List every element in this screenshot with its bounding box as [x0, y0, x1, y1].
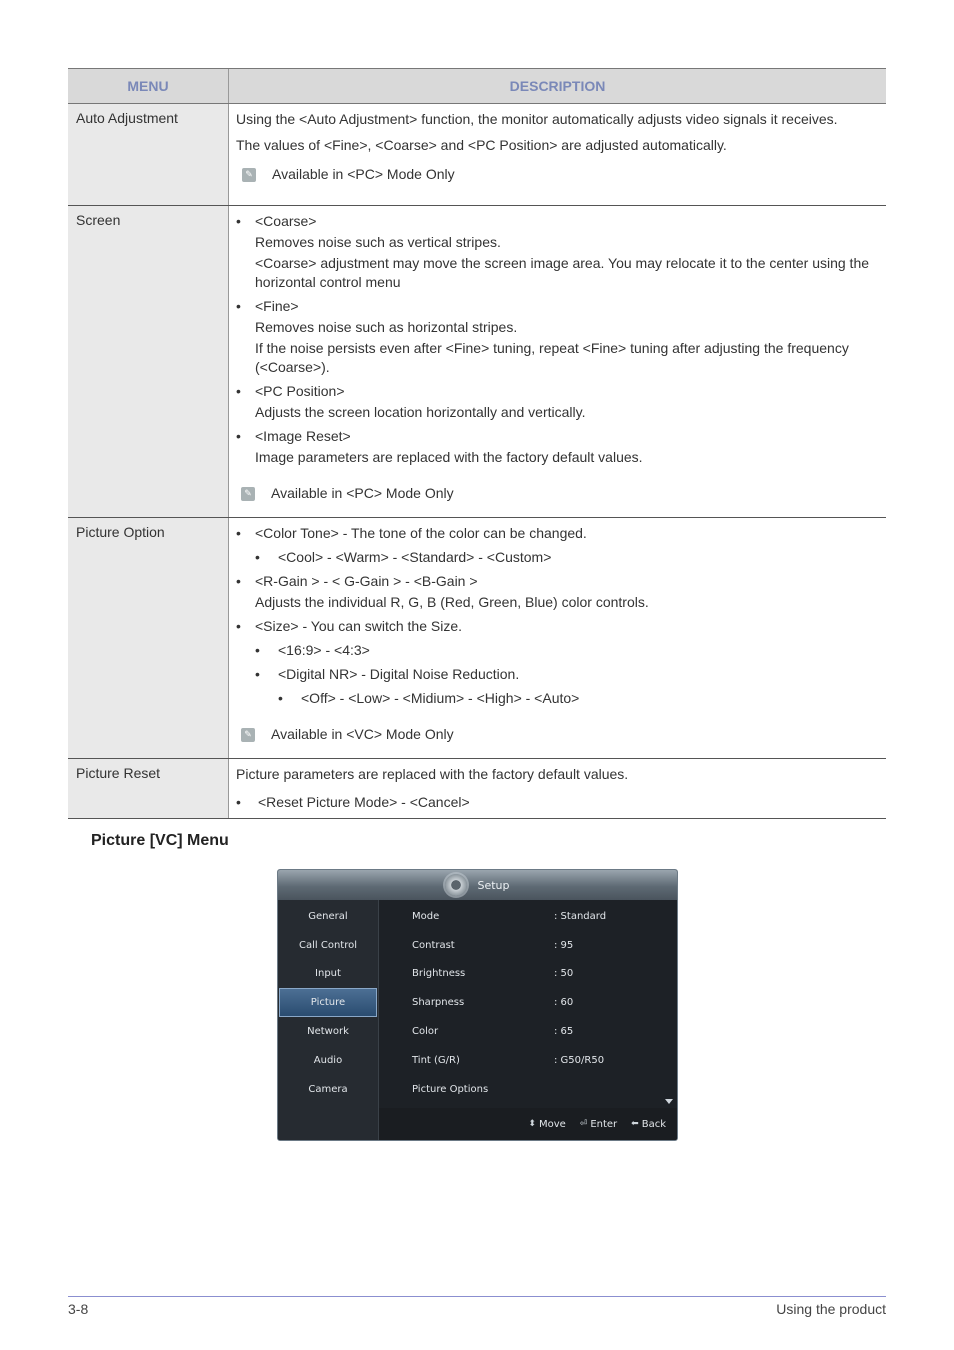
move-label: Move [538, 1118, 566, 1130]
note-icon: ✎ [242, 168, 256, 182]
menu-description-table [68, 68, 886, 819]
footer-divider [68, 1296, 886, 1297]
table-row [68, 759, 886, 819]
gear-icon [445, 874, 467, 896]
table-row [68, 104, 886, 206]
menu-cell: Screen [68, 206, 229, 517]
table-row [68, 518, 886, 759]
list-item [236, 427, 878, 467]
osd-title-bar [278, 870, 677, 900]
setting-picture-options[interactable] [379, 1075, 677, 1104]
list-item: • <16:9> - <4:3> [236, 641, 878, 660]
list-item [236, 382, 878, 422]
header-menu: MENU [68, 69, 229, 103]
note-icon: ✎ [241, 728, 255, 742]
description-cell [229, 206, 886, 517]
setting-mode[interactable] [379, 902, 677, 931]
setup-osd-screenshot [277, 869, 678, 1141]
setting-value: : Standard [554, 910, 607, 922]
list-item: • <Off> - <Low> - <Midium> - <High> - <Auto> [236, 689, 878, 708]
description-text: The values of <Fine>, <Coarse> and <PC Position> are adjusted automatically. [236, 137, 727, 153]
menu-cell: Picture Option [68, 518, 229, 758]
sidebar-item-network[interactable]: Network [307, 1026, 349, 1038]
scroll-down-arrow-icon[interactable] [665, 1099, 673, 1104]
description-cell [229, 104, 886, 205]
list-item: • <Cool> - <Warm> - <Standard> - <Custom> [236, 548, 878, 567]
osd-settings-list [379, 900, 677, 1110]
note-icon: ✎ [241, 487, 255, 501]
item-desc: Removes noise such as vertical stripes. [255, 234, 501, 250]
setting-value: : 65 [554, 1026, 574, 1038]
setting-brightness[interactable] [379, 960, 677, 989]
header-description: DESCRIPTION [229, 69, 886, 103]
menu-cell: Picture Reset [68, 759, 229, 818]
setting-value: : 60 [554, 997, 574, 1009]
setting-value: : 95 [554, 939, 574, 951]
item-title: <Fine> [255, 298, 299, 314]
item-title: <R-Gain > - < G-Gain > - <B-Gain > [255, 573, 478, 589]
item-desc: Adjusts the individual R, G, B (Red, Green, Blue) color controls. [255, 594, 649, 610]
chapter-title: Using the product [776, 1301, 886, 1317]
setting-tint[interactable] [379, 1046, 677, 1075]
list-item: • <Size> - You can switch the Size. [236, 617, 878, 636]
setting-contrast[interactable] [379, 931, 677, 960]
item-desc: <Coarse> adjustment may move the screen image area. You may relocate it to the center using the horizontal control menu [255, 255, 870, 290]
note [241, 484, 878, 503]
setting-label: Brightness [412, 968, 466, 980]
back-label: Back [641, 1118, 666, 1130]
list-item [236, 212, 878, 292]
sidebar-item-input[interactable]: Input [315, 968, 341, 980]
description-cell [229, 759, 886, 818]
description-cell [229, 518, 886, 758]
note [242, 165, 878, 184]
page-number: 3-8 [68, 1301, 89, 1317]
menu-cell: Auto Adjustment [68, 104, 229, 205]
enter-icon: ⏎ [579, 1119, 588, 1129]
osd-footer-left [278, 1108, 379, 1140]
setting-value: : 50 [554, 968, 574, 980]
table-header [68, 69, 886, 104]
list-item: • <Digital NR> - Digital Noise Reduction. [236, 665, 878, 684]
setting-value: : G50/R50 [554, 1054, 605, 1066]
osd-body [278, 900, 677, 1110]
setting-label: Tint (G/R) [412, 1054, 460, 1066]
note-text: Available in <PC> Mode Only [271, 485, 454, 501]
sidebar-item-call-control[interactable]: Call Control [299, 939, 357, 951]
setting-label: Color [412, 1026, 439, 1038]
note-text: Available in <PC> Mode Only [272, 166, 455, 182]
setting-color[interactable] [379, 1017, 677, 1046]
osd-footer-hints [379, 1108, 677, 1140]
item-desc: Adjusts the screen location horizontally and vertically. [255, 404, 586, 420]
note-text: Available in <VC> Mode Only [271, 726, 454, 742]
list-item: • <Reset Picture Mode> - <Cancel> [236, 793, 878, 812]
item-desc: Removes noise such as horizontal stripes. [255, 319, 518, 335]
list-item [236, 572, 878, 612]
setting-label: Picture Options [412, 1083, 489, 1095]
setting-sharpness[interactable] [379, 988, 677, 1017]
setting-label: Contrast [412, 939, 455, 951]
osd-title: Setup [477, 878, 510, 892]
item-title: <Image Reset> [255, 428, 351, 444]
list-item [236, 297, 878, 377]
sidebar-item-audio[interactable]: Audio [313, 1054, 343, 1066]
setting-label: Mode [412, 910, 440, 922]
enter-label: Enter [590, 1118, 618, 1130]
setting-label: Sharpness [412, 997, 465, 1009]
list-item: • <Color Tone> - The tone of the color can be changed. [236, 524, 878, 543]
move-hint [528, 1119, 565, 1130]
sidebar-item-picture[interactable]: Picture [279, 988, 377, 1017]
item-desc: If the noise persists even after <Fine> tuning, repeat <Fine> tuning after adjusting the frequency (<Coarse>). [255, 340, 849, 375]
table-row [68, 206, 886, 518]
enter-hint [580, 1119, 617, 1130]
item-title: <Coarse> [255, 213, 317, 229]
sidebar-item-general[interactable]: General [308, 910, 348, 922]
note [241, 725, 878, 744]
back-hint [631, 1119, 666, 1130]
osd-footer [278, 1108, 677, 1140]
osd-sidebar [278, 900, 379, 1110]
section-title: Picture [VC] Menu [91, 832, 229, 849]
up-down-arrow-icon: ⬍ [528, 1119, 536, 1129]
item-desc: Image parameters are replaced with the factory default values. [255, 449, 643, 465]
sidebar-item-camera[interactable]: Camera [308, 1083, 348, 1095]
description-text: Using the <Auto Adjustment> function, the monitor automatically adjusts video signals it receives. [236, 111, 838, 127]
back-arrow-icon: ⬅ [631, 1119, 639, 1129]
description-text: Picture parameters are replaced with the factory default values. [236, 766, 629, 782]
item-title: <PC Position> [255, 383, 345, 399]
